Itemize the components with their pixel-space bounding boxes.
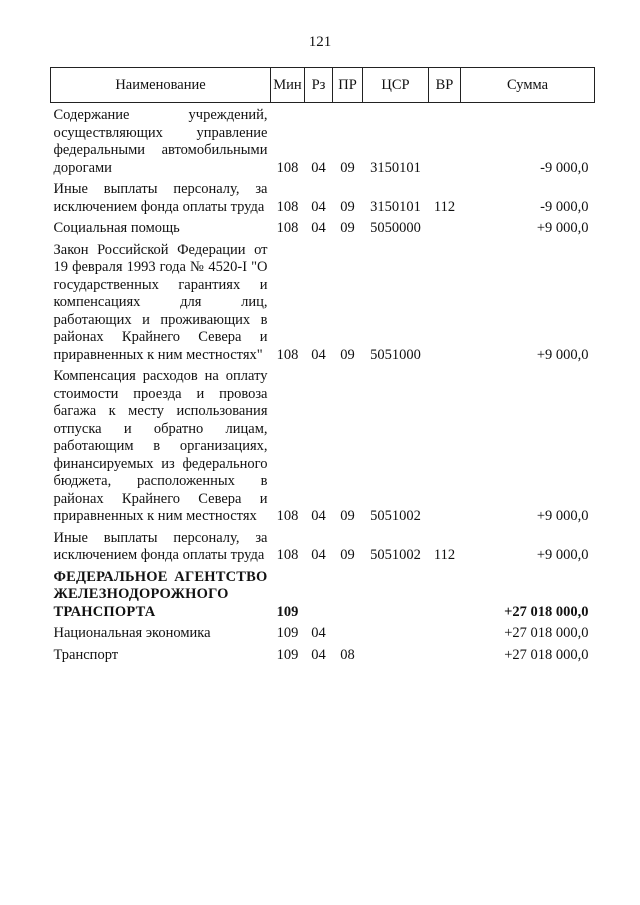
- cell-csr: 5050000: [370, 220, 421, 236]
- cell-sum: -9 000,0: [540, 159, 589, 176]
- header-csr: ЦСР: [363, 68, 429, 103]
- cell-sum: +9 000,0: [536, 508, 589, 524]
- cell-min: 109: [276, 603, 299, 620]
- cell-sum: +27 018 000,0: [504, 603, 589, 620]
- cell-min: 108: [276, 547, 299, 563]
- cell-min: 109: [276, 625, 299, 641]
- cell-vr: 112: [433, 198, 456, 215]
- header-min: Мин: [271, 68, 305, 103]
- cell-csr: 3150101: [370, 198, 421, 215]
- cell-sum: +9 000,0: [536, 346, 589, 363]
- header-pr: ПР: [333, 68, 363, 103]
- cell-sum: -9 000,0: [540, 198, 589, 215]
- cell-pr: 08: [340, 646, 355, 663]
- cell-csr: [363, 621, 429, 643]
- cell-pr: [333, 621, 363, 643]
- cell-min: 108: [276, 220, 299, 236]
- table-row: [51, 238, 595, 365]
- cell-csr: [363, 643, 429, 665]
- header-rz: Рз: [305, 68, 333, 103]
- cell-pr: 09: [340, 159, 355, 176]
- cell-csr: 5051002: [370, 508, 421, 524]
- cell-vr: [429, 643, 461, 665]
- cell-rz: 04: [311, 159, 326, 176]
- cell-rz: 04: [311, 646, 326, 663]
- cell-rz: 04: [311, 547, 326, 563]
- header-name: Наименование: [51, 68, 271, 103]
- table-row: [51, 364, 595, 526]
- cell-sum: +9 000,0: [536, 547, 589, 563]
- cell-rz: [305, 565, 333, 622]
- cell-pr: 09: [340, 220, 355, 236]
- cell-csr: 5051002: [370, 547, 421, 563]
- cell-vr: 112: [433, 547, 456, 563]
- cell-min: 108: [276, 198, 299, 215]
- cell-min: 108: [276, 159, 299, 176]
- cell-rz: 04: [311, 346, 326, 363]
- cell-csr: [363, 565, 429, 622]
- table-header: [51, 68, 595, 103]
- cell-rz: 04: [311, 220, 326, 236]
- cell-min: 108: [276, 346, 299, 363]
- header-vr: ВР: [429, 68, 461, 103]
- table-row: [51, 177, 595, 216]
- cell-rz: 04: [311, 198, 326, 215]
- cell-vr: [429, 364, 461, 526]
- table-body: [51, 103, 595, 665]
- cell-sum: +27 018 000,0: [504, 625, 589, 641]
- cell-sum: +9 000,0: [536, 220, 589, 236]
- cell-pr: 09: [340, 198, 355, 215]
- table-row: [51, 621, 595, 643]
- cell-sum: +27 018 000,0: [504, 646, 589, 663]
- cell-vr: [429, 238, 461, 365]
- cell-vr: [429, 621, 461, 643]
- cell-pr: 09: [340, 547, 355, 563]
- cell-name: Транспорт: [53, 646, 119, 663]
- cell-name: Компенсация расходов на оплату стоимости проезда и провоза багажа к месту использования отпуска и обратно лицам, работающим в организациях, финансируемых из федерального бюджета, расположенных в районах Крайнего Севера и приравненных к ним местностях: [53, 368, 268, 524]
- cell-rz: 04: [311, 508, 326, 524]
- cell-rz: 04: [311, 625, 326, 641]
- cell-name: Содержание учреждений, осуществляющих управление федеральными автомобильными дорогами: [53, 107, 268, 176]
- header-sum: Сумма: [461, 68, 595, 103]
- cell-name: ФЕДЕРАЛЬНОЕ АГЕНТСТВО ЖЕЛЕЗНОДОРОЖНОГО ТРАНСПОРТА: [53, 568, 268, 620]
- table-row: [51, 643, 595, 665]
- cell-name: Национальная экономика: [53, 625, 211, 641]
- cell-pr: 09: [340, 346, 355, 363]
- cell-min: 108: [276, 508, 299, 524]
- cell-vr: [429, 565, 461, 622]
- cell-name: Иные выплаты персоналу, за исключением фонда оплаты труда: [53, 181, 268, 215]
- cell-csr: 3150101: [370, 159, 421, 176]
- budget-table: [50, 67, 595, 664]
- cell-name: Иные выплаты персоналу, за исключением фонда оплаты труда: [53, 529, 268, 563]
- cell-csr: 5051000: [370, 346, 421, 363]
- cell-pr: 09: [340, 508, 355, 524]
- cell-vr: [429, 216, 461, 238]
- table-row: [51, 526, 595, 565]
- table-row: [51, 103, 595, 178]
- page-number: 121: [308, 34, 332, 50]
- table-row: [51, 216, 595, 238]
- table-row: [51, 565, 595, 622]
- cell-min: 109: [276, 646, 299, 663]
- cell-vr: [429, 103, 461, 178]
- cell-name: Социальная помощь: [53, 220, 180, 236]
- cell-name: Закон Российской Федерации от 19 февраля 1993 года № 4520-I "О государственных гарантиях и компенсациях для лиц, работающих и проживающих в районах Крайнего Севера и приравненных к ним местностях": [53, 241, 268, 363]
- cell-pr: [333, 565, 363, 622]
